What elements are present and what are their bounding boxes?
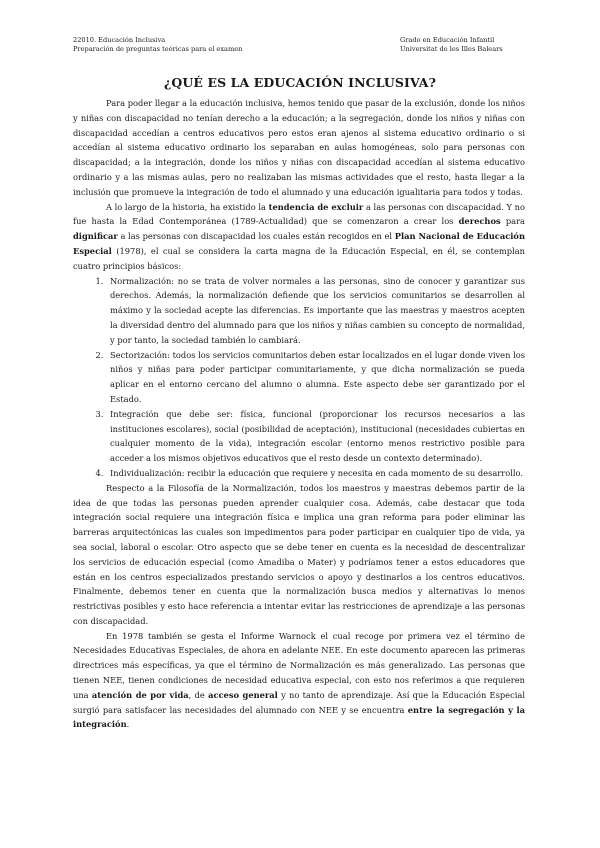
list-item: 1. Normalización: no se trata de volver normales a las personas, sino de conocer y garantizar sus derechos. Además, la normalización defiende que los servicios comunitarios se desarrollen al máximo y la sociedad acepte las diferencias. Es importante que las maestras y maestros acepten la diversidad dentro del alumnado para que los niños y niñas cambien su concepto de normalidad, y por tanto, la sociedad también lo cambiará. — [106, 274, 525, 348]
paragraph-history: A lo largo de la historia, ha existido la tendencia de excluir a las personas con discapacidad. Y no fue hasta la Edad Contemporánea (1789-Actualidad) que se comenzaron a crear los derechos para dignificar a las personas con discapacidad los cuales están recogidos en el Plan Nacional de Educación Especial (1978), el cual se considera la carta magna de la Educación Especial, en él, se contemplan cuatro principios básicos: — [73, 201, 526, 271]
principles-list — [73, 274, 525, 481]
header-university: Universitat de les Illes Balears — [400, 45, 503, 53]
paragraph-warnock: En 1978 también se gesta el Informe Warnock el cual recoge por primera vez el término de Necesidades Educativas Especiales, de ahora en adelante NEE. En este documento aparecen las primeras directrices más específicas, ya que el término de Normalización es más generalizado. Las personas que tienen NEE, tienen condiciones de necesidad educativa especial, con esto nos referimos a que requieren una atención de por vida, de acceso general y no tanto de aprendizaje. Así que la Educación Especial surgió para satisfacer las necesidades del alumnado con NEE y se encuentra entre la segregación y la integración. — [73, 630, 525, 730]
header-course-name: 22010. Educación Inclusiva — [73, 36, 166, 44]
paragraph-normalization: Respecto a la Filosofía de la Normalización, todos los maestros y maestras debemos partir de la idea de que todas las personas pueden aprender cualquier cosa. Además, cabe destacar que toda integración social requiere una integración física e implica una gran reforma para poder eliminar las barreras arquitectónicas las cuales son impedimentos para poder participar en cualquier tipo de vida, ya sea social, laboral o escolar. Otro aspecto que se debe tener en cuenta es la necesidad de descentralizar los servicios de educación especial (como Amadiba o Mater) y podríamos tener a estos educadores que están en los centros especializados prestando servicios o apoyo y destinarlos a los centros educativos. Finalmente, debemos tener en cuenta que la normalización busca medios y alternativas lo menos restrictivas posibles y esto hace referencia a intentar evitar las restricciones de aprendizaje a las personas con discapacidad. — [73, 482, 525, 626]
header-course — [73, 36, 242, 54]
page-title: ¿QUÉ ES LA EDUCACIÓN INCLUSIVA? — [163, 75, 437, 90]
list-item: 2. Sectorización: todos los servicios comunitarios deben estar localizados en el lugar donde viven los niños y niñas para poder participar comunitariamente, y que dicha normalización se pueda aplicar en el entorno cercano del alumno o alumna. Este aspecto debe ser garantizado por el Estado. — [106, 348, 525, 407]
paragraph-intro: Para poder llegar a la educación inclusiva, hemos tenido que pasar de la exclusión, donde los niños y niñas con discapacidad no tenían derecho a la educación; a la segregación, donde los niños y niñas con discapacidad accedían a centros educativos pero estos eran ajenos al sistema educativo ordinario o si accedían al sistema educativo ordinario los separaban en aulas homogéneas, solo para personas con discapacidad; a la integración, donde los niños y niñas con discapacidad accedían al sistema educativo ordinario y a las mismas aulas, pero no realizaban las mismas actividades que el resto, hasta llegar a la inclusión que promueve la integración de todo el alumnado y una educación igualitaria para todos y todas. — [73, 98, 525, 197]
header-course-subtitle: Preparación de preguntas teóricas para el examen — [73, 45, 243, 53]
list-item: 4. Individualización: recibir la educación que requiere y necesita en cada momento de su desarrollo. — [106, 466, 525, 481]
header-institution — [400, 36, 503, 54]
header-degree: Grado en Educación Infantil — [400, 36, 495, 44]
list-item: 3. Integración que debe ser: física, funcional (proporcionar los recursos necesarios a las instituciones escolares), social (posibilidad de aceptación), institucional (necesidades cubiertas en cualquier momento de la vida), integración escolar (entorno menos restrictivo posible para acceder a los mismos objetivos educativos que el resto desde un contexto determinado). — [106, 407, 525, 466]
document-body — [73, 96, 525, 732]
